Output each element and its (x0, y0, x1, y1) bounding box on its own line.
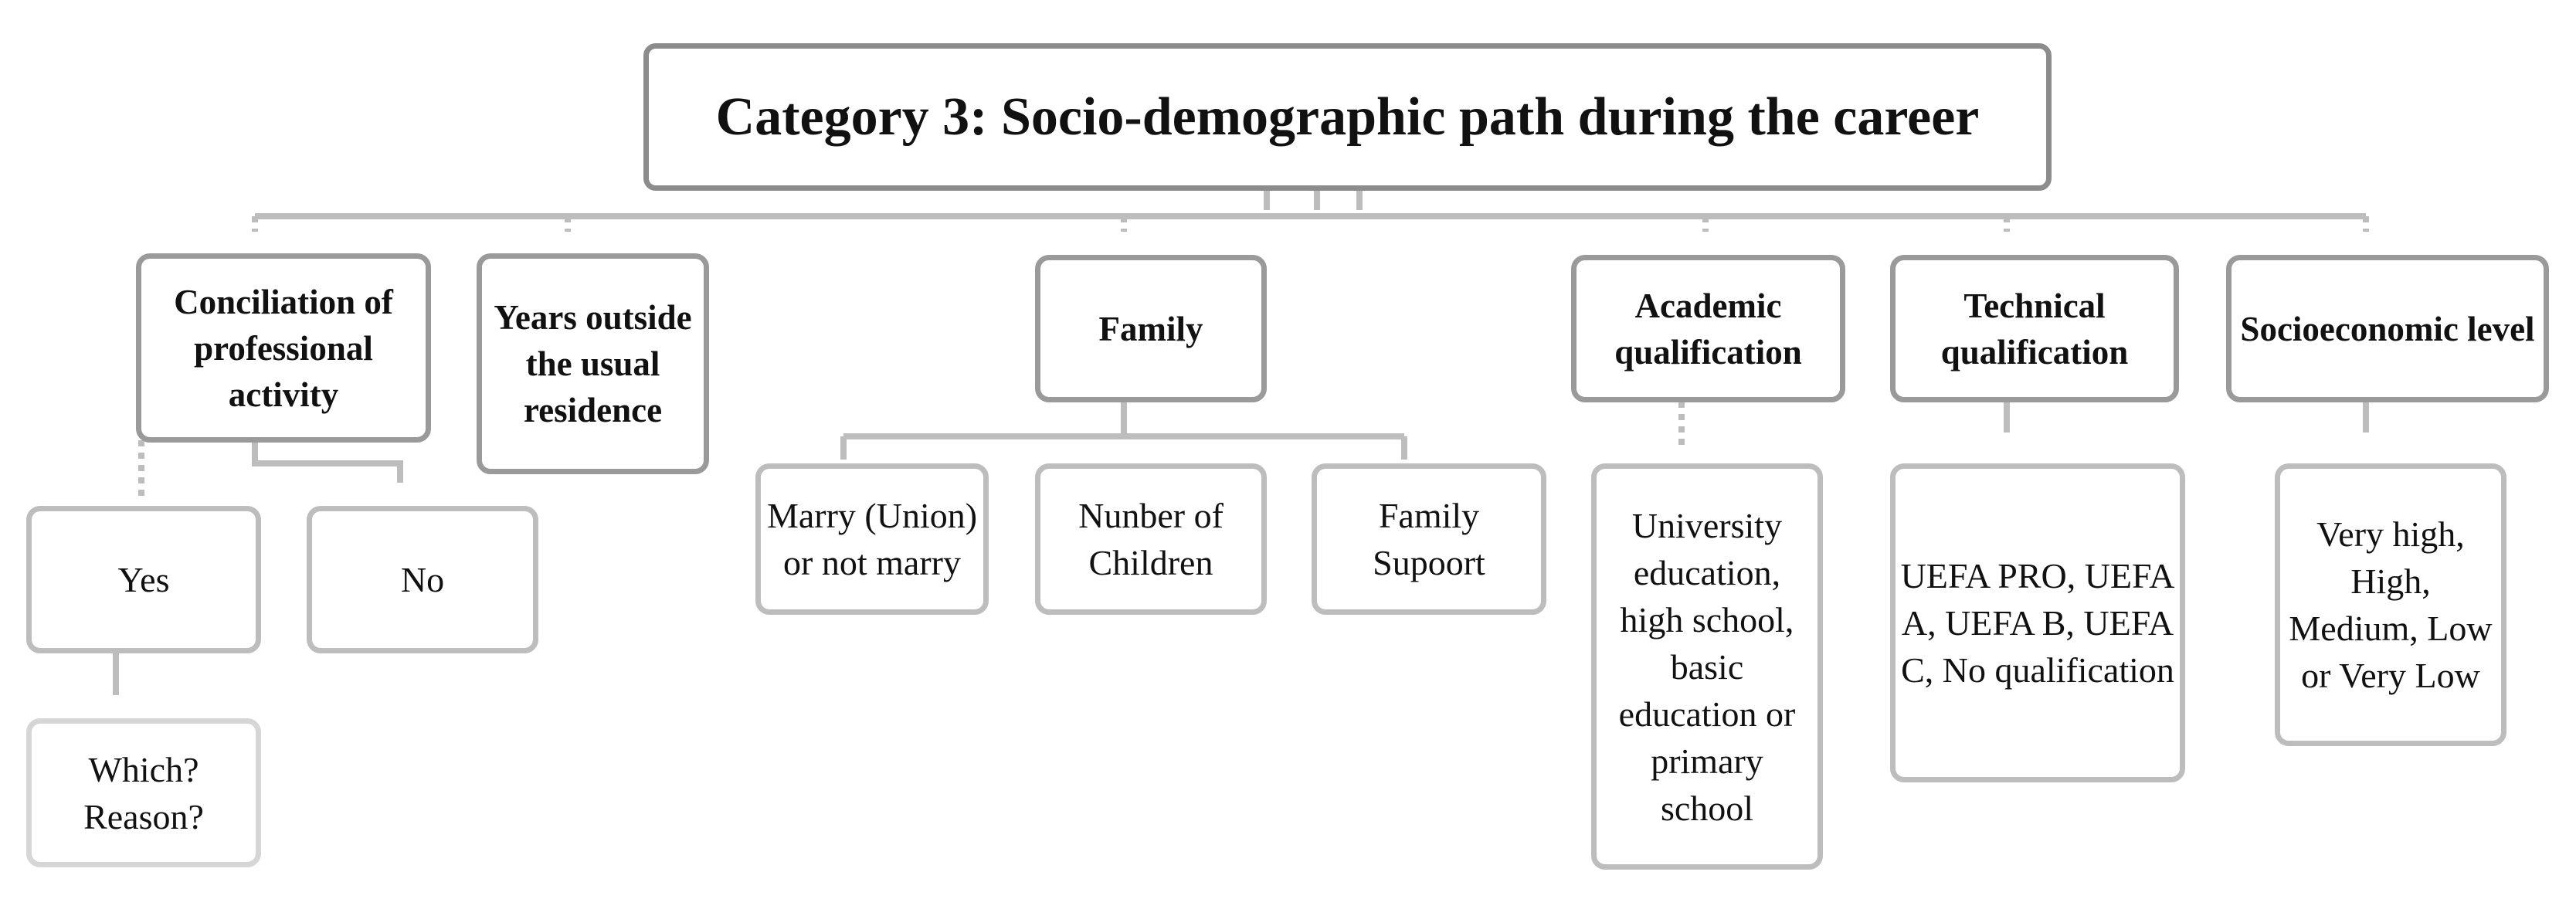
leaf-marry (755, 463, 989, 615)
leaf-socioeconomic-levels-label: Very high, High, Medium, Low or Very Low (2289, 514, 2493, 695)
leaf-support (1312, 463, 1546, 615)
category-family-label: Family (1098, 309, 1203, 348)
category-socioeconomic-label: Socioeconomic level (2240, 309, 2535, 348)
leaf-yes (26, 506, 261, 653)
leaf-technical-levels (1890, 463, 2185, 782)
category-technical-label: Technical qualification (1940, 286, 2129, 371)
category-family (1035, 255, 1267, 402)
leaf-children (1035, 463, 1267, 615)
root-stem (1267, 188, 1359, 210)
conciliation-no-connector (255, 440, 400, 483)
leaf-support-label: Family Supoort (1373, 496, 1485, 582)
leaf-socioeconomic-levels (2275, 463, 2506, 746)
leaf-technical-levels-label: UEFA PRO, UEFA A, UEFA B, UEFA C, No qualification (1900, 556, 2175, 690)
leaf-marry-label: Marry (Union) or not marry (766, 496, 978, 582)
category-socioeconomic (2226, 255, 2549, 402)
leaf-yes-label: Yes (117, 560, 170, 599)
root-title: Category 3: Socio-demographic path during the career (715, 87, 1980, 147)
category-years-outside-label: Years outside the usual residence (494, 298, 692, 429)
category-conciliation-label: Conciliation of professional activity (174, 282, 393, 414)
category-years-outside (477, 253, 709, 474)
leaf-academic-levels (1591, 463, 1823, 870)
leaf-academic-levels-label: University education, high school, basic education or primary school (1618, 505, 1796, 828)
leaf-which-reason-label: Which? Reason? (83, 749, 204, 836)
family-children-connector (843, 402, 1404, 460)
category-conciliation (136, 253, 431, 443)
leaf-no (307, 506, 538, 653)
category-academic-label: Academic qualification (1614, 286, 1802, 371)
leaf-which-reason (26, 718, 261, 867)
category-academic (1571, 255, 1845, 402)
leaf-no-label: No (400, 560, 445, 599)
root-node (643, 43, 2052, 191)
leaf-children-label: Nunber of Children (1078, 496, 1224, 582)
category-technical (1890, 255, 2179, 402)
